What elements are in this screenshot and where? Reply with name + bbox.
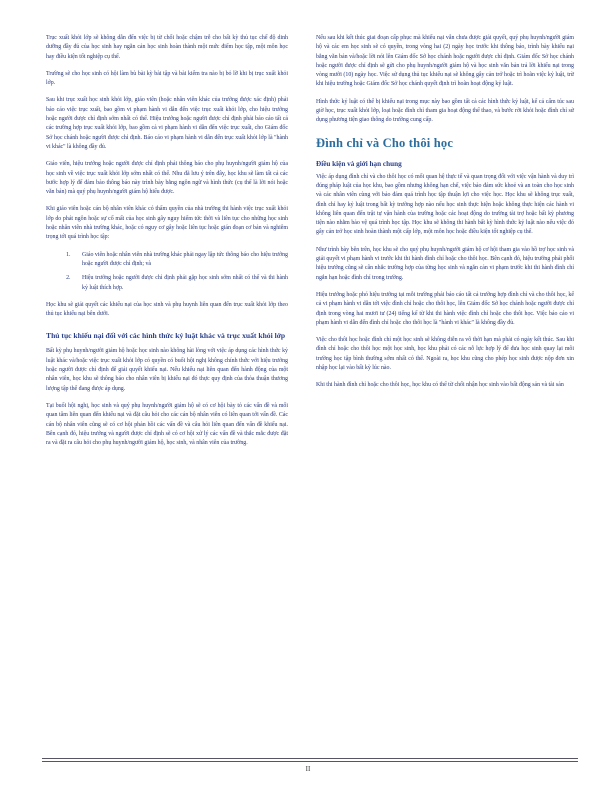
paragraph: Sau khi trục xuất học sinh khỏi lớp, giáo viên (hoặc nhân viên khác của trường được xác định) phải báo cáo việc trục xuất, bao gồm vi phạm hành vi dẫn đến việc trục xuất khỏi lớp, cho hiệu trưởng hoặc người được chỉ định sớm nhất có thể. Hiệu trưởng hoặc người được chỉ định phải báo cáo tất cả các trường hợp trục xuất khỏi lớp, bao gồm cả vi phạm hành vi dẫn đến việc trục xuất, cho Giám đốc Sở học chánh hoặc người được chỉ định. Báo cáo vi phạm hành vi dẫn đến trục xuất khỏi lớp là "hành vi khác" là không đầy đủ. — [46, 97, 288, 150]
paragraph: Học khu sẽ giải quyết các khiếu nại của học sinh và phụ huynh liên quan đến trục xuất khỏi lớp theo thủ tục khiếu nại bên dưới. — [46, 301, 288, 318]
paragraph: Như trình bày bên trên, học khu sẽ cho quý phụ huynh/người giám hộ cơ hội tham gia vào hồ trợ học sinh và giải quyết vi phạm hành vi trước khi thi hành đình chỉ hoặc cho thôi học. Bên cạnh đó, hiệu trưởng phải phối hiệu trưởng cũng sẽ cân nhắc trường hợp của từng học sinh và ngăn cản vi phạm trước khi thi hành đình chỉ ngắn hạn hoặc đình chỉ trong trường. — [316, 246, 574, 281]
section-heading: Thủ tục khiếu nại đối với các hình thức kỷ luật khác và trục xuất khỏi lớp — [46, 331, 286, 341]
paragraph: Trường sẽ cho học sinh có hội làm bù bài kỳ bài tập và bài kiểm tra nào bị bỏ lỡ khi bị trục xuất khỏi lớp. — [46, 70, 288, 87]
footer-divider — [42, 758, 578, 759]
paragraph: Trục xuất khỏi lớp sẽ không dẫn đến việc bị từ chối hoặc chậm trễ cho bất kỳ thủ tục chế độ dinh dưỡng đầy đủ của học sinh hay ngăn cản học sinh hoàn thành một mức điểm học tập, một môn học hay điều kiện tốt nghiệp cụ thể. — [46, 35, 288, 60]
paragraph: Việc cho thôi học hoặc đình chỉ một học sinh sẽ không diễn ra vô thời hạn mà phải có ngày kết thúc. Sau khi đình chỉ hoặc cho thôi học một học sinh, học khu phải có các nỗ lực hợp lý để đưa học sinh quay lại môi trường học tập bình thường sớm nhất có thể. Ngoài ra, học khu cũng cho phép học sinh được nộp đơn xin nhập học lại vào bất kỳ lúc nào. — [316, 337, 574, 372]
page-number: II — [305, 765, 311, 773]
list-item: 1. Giáo viên hoặc nhân viên nhà trường khác phải ngay lập tức thông báo cho hiệu trưởng hoặc người được chỉ định; và — [72, 251, 288, 270]
paragraph: Khi giáo viên hoặc cán bộ nhân viên khác có thẩm quyền của nhà trường thi hành việc trục xuất khỏi lớp do phát ngôn hoặc sự cố mất của học sinh gây nguy hiểm tức thời và liên tục cho những học sinh hoặc nhân viên nhà trường khác, hoặc có nguy cơ gây hoặc liên tục hoặc gián đoạn cơ bản và nghiêm trọng tới quá trình học tập: — [46, 206, 288, 241]
subsection-heading: Điều kiện và giới hạn chung — [316, 159, 402, 168]
paragraph: Hiệu trưởng hoặc phó hiệu trưởng tại mỗi trường phải báo cáo tất cả trường hợp đình chỉ và cho thôi học, kể cả vi phạm hành vi dẫn tới việc đình chỉ hoặc cho thôi học, lên Giám đốc Sở học chánh hoặc người được chỉ định trong vòng hai mươi tư (24) tiếng kể từ khi thi hành việc đình chỉ hoặc cho thôi học. Việc báo cáo vi phạm hành vi dẫn đến đình chỉ hoặc cho thôi học là "hành vi khác" là không đầy đủ. — [316, 291, 574, 326]
list-item: 2. Hiệu trưởng hoặc người được chỉ định phải gặp học sinh sớm nhất có thể và thi hành kỷ luật thích hợp. — [72, 274, 288, 293]
paragraph: Bất kỳ phụ huynh/người giám hộ hoặc học sinh nào không hài lòng với việc áp dụng các hình thức kỷ luật khác và/hoặc việc trục xuất khỏi lớp có quyền có buổi hội nghị không chính thức với hiệu trưởng hoặc người được chỉ định để giải quyết khiếu nại. Nếu khiếu nại liên quan đến hành động của một nhân viên, học khu sẽ thông báo cho nhân viên bị khiếu nại đó thực quy định của thỏa thuận thương lượng tập thể đang được áp dụng. — [46, 348, 288, 392]
paragraph: Nếu sau khi kết thúc giai đoạn cấp phục mà khiếu nại vẫn chưa được giải quyết, quý phụ huynh/người giám hộ và các em học sinh sẽ có quyền, trong vòng hai (2) ngày học trước khi thông báo, trình bày khiếu nại bằng văn bản và/hoặc lời nói lên Giám đốc Sở học chánh hoặc người được chỉ định. Giám đốc Sở học chánh hoặc người được chỉ định sẽ gửi cho phụ huynh/người giám hộ và học sinh văn bản trả lời khiếu nại trong vòng mười (10) ngày học. Việc sử dụng thủ tục khiếu nại sẽ không gây cản trở hoặc trì hoãn việc kỷ luật, trừ khi hiệu trưởng hoặc Giám đốc Sở học chánh quyết định trì hoãn hoạt động kỷ luật. — [316, 35, 574, 88]
left-column — [46, 34, 288, 456]
numbered-list — [46, 251, 288, 293]
paragraph: Hình thức kỷ luật có thể bị khiếu nại trong mục này bao gồm tất cả các hình thức kỷ luật, kể cả cấm túc sau giờ học, trục xuất khỏi lớp, loại hoặc đình chỉ tham gia hoạt động thể thao, và bước rời khỏi hoặc đình chỉ sử dụng phương tiện giao thông do trường cung cấp. — [316, 98, 574, 124]
right-column — [316, 34, 574, 399]
paragraph: Việc áp dụng đình chỉ và cho thôi học có mối quan hệ thực tế và quan trọng đối với việc vận hành và duy trì đúng pháp luật của học khu, bao gồm nhưng không hạn chế, việc bảo đảm sức khoẻ và an toàn cho học sinh và các nhân viên cùng với bảo đảm quá trình học tập thuận lợi cho việc học. Học khu sẽ không trục xuất, đình chỉ hay kỷ luật trong bất kỳ trường hợp nào nếu học sinh thực hiện hoặc không thực hiện các hành vi không liên quan đến trật tự vận hành của trường hoặc các hoạt động do trường tài trợ hoặc bất kỳ phương tiện nào nhằm bảo vệ quá trình học tập. Học khu sẽ không thi hành bất kỳ hình thức kỷ luật nào nếu việc đó gây cản trở học sinh hoàn thành một cấp lớp, một môn học hoặc điều kiện tốt nghiệp cụ thể. — [316, 173, 574, 236]
paragraph: Giáo viên, hiệu trưởng hoặc người được chỉ định phải thông báo cho phụ huynh/người giám hộ của học sinh về việc trục xuất khỏi lớp sớm nhất có thể. Nhu đã lưu ý trên đây, học khu sẽ làm tất cả các bước hợp lý để đảm bảo thông báo này trình bày bằng ngôn ngữ và hình thức (cụ thể là lời nói hoặc văn bản) mà quý phụ huynh/người giám hộ hiểu được. — [46, 161, 288, 196]
footer-divider — [42, 761, 578, 762]
paragraph: Tại buổi hội nghị, học sinh và quý phụ huynh/người giám hộ sẽ có cơ hội bày tỏ các vấn đề và mối quan tâm liên quan đến khiếu nại và đặt câu hỏi cho các cán bộ nhân viên có liên quan tới vấn đề. Các cán bộ nhân viên cũng sẽ có cơ hội phản hồi các vấn đề và câu hỏi liên quan đến vấn đề khiếu nại. Bên cạnh đó, hiệu trưởng và người được chỉ định sẽ có cơ hội xử lý các vấn đề và thắc mắc được đặt ra và đặt ra câu hỏi cho phụ huynh/người giám hộ, học sinh, và nhân viên của trường. — [46, 402, 288, 447]
section-title: Đình chỉ và Cho thôi học — [316, 135, 454, 150]
paragraph: Khi thi hành đình chỉ hoặc cho thôi học, học khu có thể từ chối nhận học sinh vào bất động sản và tài sản — [316, 382, 564, 389]
